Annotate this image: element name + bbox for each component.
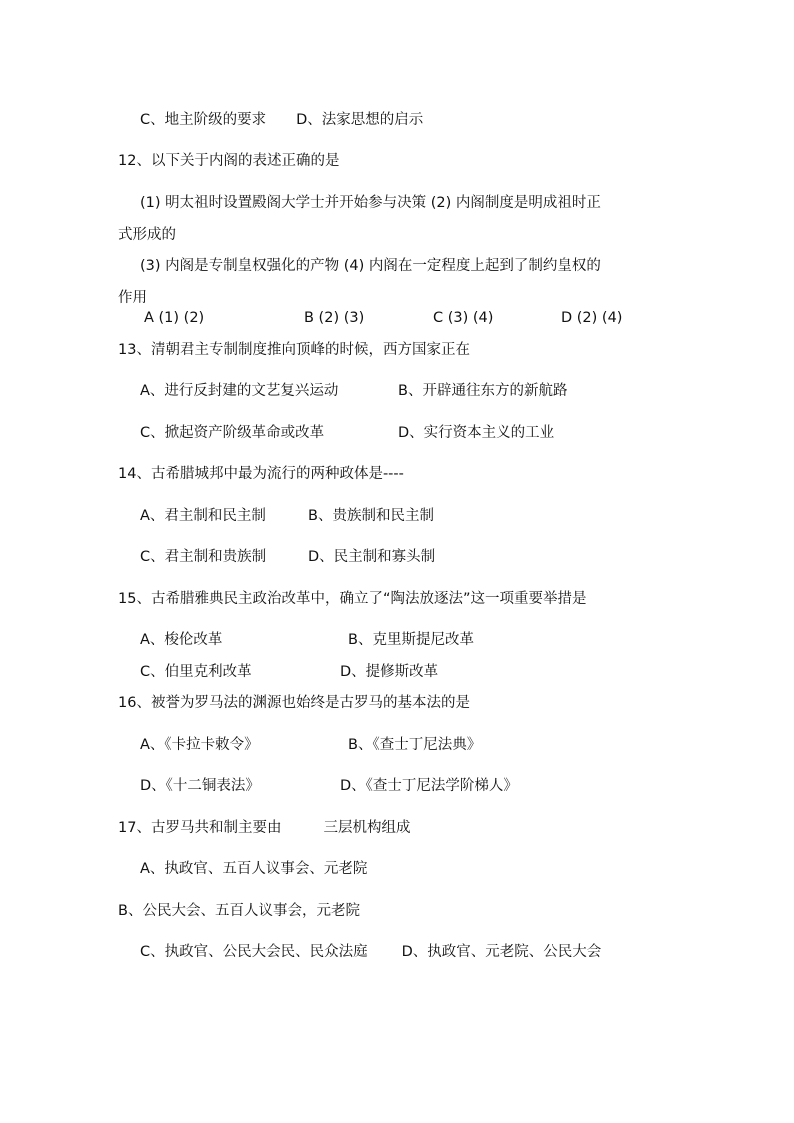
q13-option-c: C、掀起资产阶级革命或改革 [140, 425, 325, 441]
q14-option-b: B、贵族制和民主制 [308, 508, 434, 524]
q15-option-c: C、伯里克利改革 [140, 664, 252, 680]
q13-option-a: A、进行反封建的文艺复兴运动 [140, 383, 339, 399]
q17-stem-post: 三层机构组成 [323, 820, 411, 836]
q16-option-b: B、《查士丁尼法典》 [348, 737, 482, 753]
q17-stem [118, 818, 410, 838]
q17-option-d: D、执政官、元老院、公民大会 [401, 944, 602, 960]
q13-option-d: D、实行资本主义的工业 [398, 425, 555, 441]
q12-statement-1: (1) 明太祖时设置殿阁大学士并开始参与决策 (2) 内阁制度是明成祖时正 [140, 195, 601, 211]
q12-option-a: A (1) (2) [144, 310, 205, 326]
q17-option-b: B、公民大会、五百人议事会，元老院 [118, 903, 360, 919]
q16-option-c: D、《十二铜表法》 [140, 778, 260, 794]
q16-stem: 16、被誉为罗马法的渊源也始终是古罗马的基本法的是 [118, 695, 470, 711]
q15-option-a: A、梭伦改革 [140, 632, 223, 648]
q15-option-b: B、克里斯提尼改革 [348, 632, 474, 648]
q17-options-cd [140, 942, 601, 962]
q11-option-d: D、法家思想的启示 [296, 112, 424, 128]
q13-stem: 13、清朝君主专制制度推向顶峰的时候，西方国家正在 [118, 342, 470, 358]
q15-stem: 15、古希腊雅典民主政治改革中，确立了“陶法放逐法”这一项重要举措是 [118, 591, 587, 607]
q11-options-line [140, 110, 423, 130]
q14-option-c: C、君主制和贵族制 [140, 549, 267, 565]
q12-statement-1-cont: 式形成的 [118, 227, 176, 243]
q12-statement-2-cont: 作用 [118, 290, 147, 306]
q12-statement-2: (3) 内阁是专制皇权强化的产物 (4) 内阁在一定程度上起到了制约皇权的 [140, 258, 601, 274]
q13-option-b: B、开辟通往东方的新航路 [398, 383, 568, 399]
q12-option-c: C (3) (4) [433, 310, 494, 326]
q14-stem: 14、古希腊城邦中最为流行的两种政体是---- [118, 466, 404, 482]
q16-option-d: D、《查士丁尼法学阶梯人》 [340, 778, 518, 794]
q17-option-c: C、执政官、公民大会民、民众法庭 [140, 944, 368, 960]
q17-stem-pre: 17、古罗马共和制主要由 [118, 820, 282, 836]
q14-option-d: D、民主制和寡头制 [308, 549, 436, 565]
q12-stem: 12、以下关于内阁的表述正确的是 [118, 153, 340, 169]
q17-option-a: A、执政官、五百人议事会、元老院 [140, 861, 368, 877]
q15-option-d: D、提修斯改革 [340, 664, 439, 680]
q12-option-b: B (2) (3) [304, 310, 365, 326]
q11-option-c: C、地主阶级的要求 [140, 112, 267, 128]
q16-option-a: A、《卡拉卡敕令》 [140, 737, 259, 753]
q12-option-d: D (2) (4) [561, 310, 623, 326]
q14-option-a: A、君主制和民主制 [140, 508, 266, 524]
